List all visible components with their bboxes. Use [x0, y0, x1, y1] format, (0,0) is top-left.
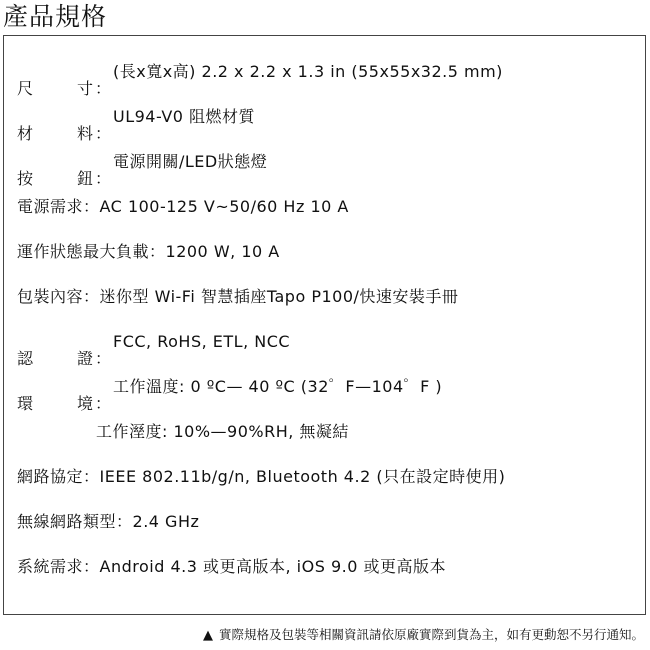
triangle-up-icon: ▲	[202, 628, 213, 643]
label-colon: ：	[95, 169, 112, 188]
page-title: 產品規格	[3, 2, 108, 31]
spec-label: 網路協定：	[17, 467, 100, 486]
label-char: 尺	[17, 79, 34, 98]
label-char: 環	[17, 394, 34, 413]
spec-value: UL94-V0 阻燃材質	[113, 107, 256, 126]
footnote	[203, 626, 644, 645]
spec-row-package	[17, 285, 458, 309]
label-colon: ：	[95, 124, 112, 143]
label-colon: ：	[95, 349, 112, 368]
spec-value: 迷你型 Wi-Fi 智慧插座Tapo P100/快速安裝手冊	[99, 287, 459, 306]
spec-row-material	[17, 105, 256, 143]
spec-row-power	[17, 195, 349, 219]
label-char: 寸	[77, 79, 94, 98]
spec-label: 包裝內容：	[17, 287, 100, 306]
label-char: 料	[77, 124, 94, 143]
spec-value: AC 100-125 V~50/60 Hz 10 A	[99, 197, 349, 216]
spec-row-wireless-type	[17, 510, 199, 534]
spec-label: 無線網路類型：	[17, 512, 133, 531]
label-colon: ：	[95, 79, 112, 98]
spec-row-system-requirements	[17, 555, 446, 579]
label-char: 證	[77, 349, 94, 368]
spec-value: (長x寬x高) 2.2 x 2.2 x 1.3 in (55x55x32.5 mm)	[113, 62, 503, 81]
spec-row-button	[17, 150, 268, 188]
spec-value: 1200 W, 10 A	[165, 242, 280, 261]
spec-label: 運作狀態最大負載：	[17, 242, 166, 261]
spec-row-certification	[17, 330, 291, 368]
spec-value: 2.4 GHz	[132, 512, 200, 531]
label-char: 按	[17, 169, 34, 188]
label-char: 境	[77, 394, 94, 413]
spec-value: 電源開關/LED狀態燈	[113, 152, 268, 171]
spec-row-dimensions	[17, 60, 503, 98]
spec-row-network-protocol	[17, 465, 505, 489]
spec-row-environment	[17, 375, 443, 413]
spec-value: IEEE 802.11b/g/n, Bluetooth 4.2 (只在設定時使用)	[99, 467, 506, 486]
spec-value: 工作溫度: 0 ºC— 40 ºC (32゜F—104゜F )	[113, 377, 443, 396]
spec-value: 工作溼度: 10%—90%RH, 無凝結	[96, 422, 349, 441]
label-char: 材	[17, 124, 34, 143]
footnote-text: 實際規格及包裝等相關資訊請依原廠實際到貨為主，如有更動恕不另行通知。	[218, 627, 644, 642]
spec-value: FCC, RoHS, ETL, NCC	[113, 332, 291, 351]
spec-row-max-load	[17, 240, 280, 264]
label-char: 認	[17, 349, 34, 368]
label-colon: ：	[95, 394, 112, 413]
spec-value: Android 4.3 或更高版本, iOS 9.0 或更高版本	[99, 557, 446, 576]
spec-label: 系統需求：	[17, 557, 100, 576]
spec-label: 電源需求：	[17, 197, 100, 216]
label-char: 鈕	[77, 169, 94, 188]
spec-row-humidity	[96, 420, 349, 444]
